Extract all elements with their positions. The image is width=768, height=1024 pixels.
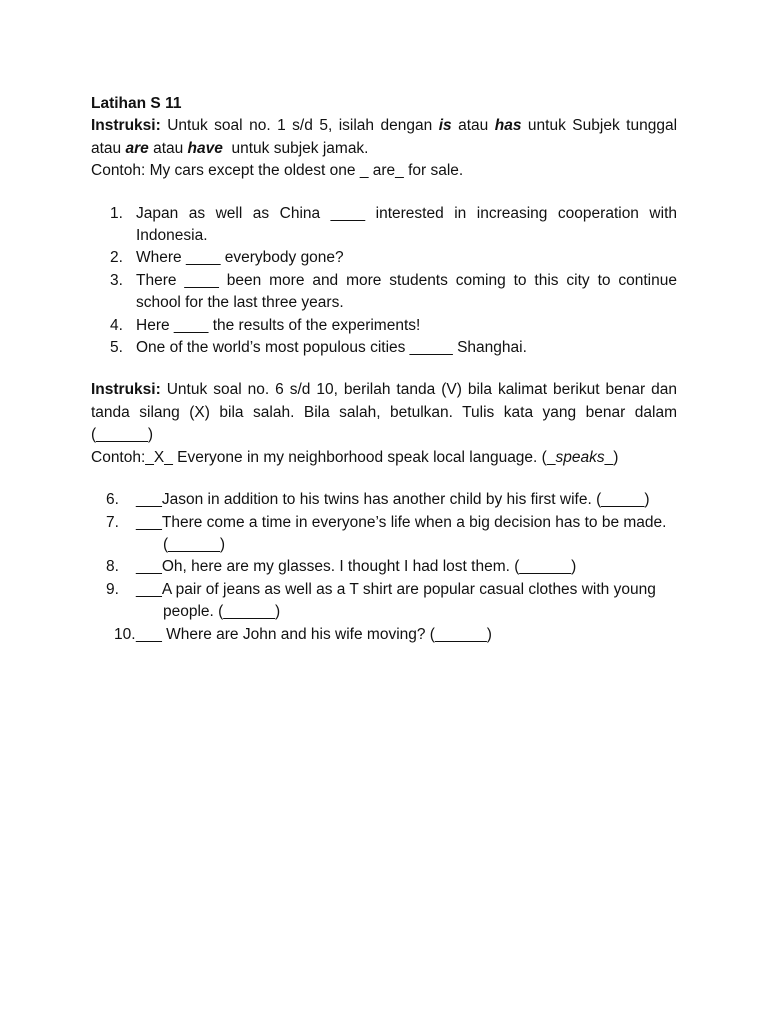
- example-2: [91, 447, 677, 469]
- instruction-text: Untuk soal no. 1 s/d 5, isilah dengan: [160, 117, 439, 135]
- question-text: One of the world’s most populous cities _____ Shanghai.: [136, 339, 527, 357]
- instruction-1: [91, 115, 677, 160]
- instruction-text: atau: [148, 139, 188, 157]
- question-number: 2.: [110, 249, 123, 267]
- question-item: [91, 315, 677, 337]
- question-text: ___Jason in addition to his twins has another child by his first wife. (_____): [136, 491, 650, 509]
- question-text: Japan as well as China ____ interested in increasing cooperation with Indonesia.: [136, 204, 677, 245]
- question-number: 3.: [110, 271, 123, 289]
- question-item: [91, 489, 677, 511]
- spacer: [91, 469, 677, 489]
- page-title: Latihan S 11: [91, 95, 182, 112]
- instruction-label: Instruksi:: [91, 381, 161, 399]
- question-item: [91, 556, 677, 578]
- question-item: [91, 579, 677, 624]
- question-item: [91, 512, 677, 557]
- question-list-2: [91, 489, 677, 646]
- question-item: [91, 337, 677, 359]
- instruction-text: atau: [451, 117, 495, 135]
- spacer: [91, 183, 677, 203]
- example-text: _): [604, 448, 619, 466]
- example-answer: speaks: [555, 448, 605, 466]
- instruction-text: untuk Subjek tunggal atau: [91, 117, 678, 157]
- question-number: 9.: [106, 580, 119, 598]
- question-text: Here ____ the results of the experiments!: [136, 316, 421, 334]
- question-number: 5.: [110, 339, 123, 357]
- question-number: 10.: [114, 625, 136, 643]
- question-text: ___Oh, here are my glasses. I thought I had lost them. (______): [136, 558, 577, 576]
- example-text: Contoh:_X_ Everyone in my neighborhood speak local language. (_: [91, 448, 556, 466]
- question-number: 6.: [106, 491, 119, 509]
- keyword-are: are: [125, 139, 149, 157]
- keyword-has: has: [494, 117, 522, 135]
- question-item: [91, 247, 677, 269]
- question-number: 1.: [110, 204, 123, 222]
- keyword-is: is: [438, 117, 452, 135]
- spacer: [91, 359, 677, 379]
- question-text: ___There come a time in everyone’s life when a big decision has to be made. (______): [136, 513, 667, 553]
- question-number: 7.: [106, 513, 119, 531]
- keyword-have: have: [187, 139, 223, 157]
- question-text: ___ Where are John and his wife moving? (______): [136, 625, 492, 643]
- question-item: [91, 624, 677, 646]
- instruction-text: Untuk soal no. 6 s/d 10, berilah tanda (V) bila kalimat berikut benar dan tanda silang (X) bila salah. Bila salah, betulkan. Tulis kata yang benar dalam (______): [91, 381, 677, 444]
- question-number: 4.: [110, 316, 123, 334]
- question-item: [91, 270, 677, 315]
- instruction-text: untuk subjek jamak.: [222, 139, 369, 157]
- instruction-label: Instruksi:: [91, 117, 161, 135]
- question-list-1: [91, 203, 677, 360]
- question-text: There ____ been more and more students coming to this city to continue school for the last three years.: [136, 271, 677, 312]
- question-text: Where ____ everybody gone?: [136, 249, 344, 267]
- question-number: 8.: [106, 558, 119, 576]
- question-item: [91, 203, 677, 248]
- question-text: ___A pair of jeans as well as a T shirt are popular casual clothes with young people. (______): [136, 580, 656, 621]
- instruction-2: [91, 379, 677, 446]
- worksheet: [91, 93, 677, 646]
- example-1: Contoh: My cars except the oldest one _ are_ for sale.: [91, 162, 464, 180]
